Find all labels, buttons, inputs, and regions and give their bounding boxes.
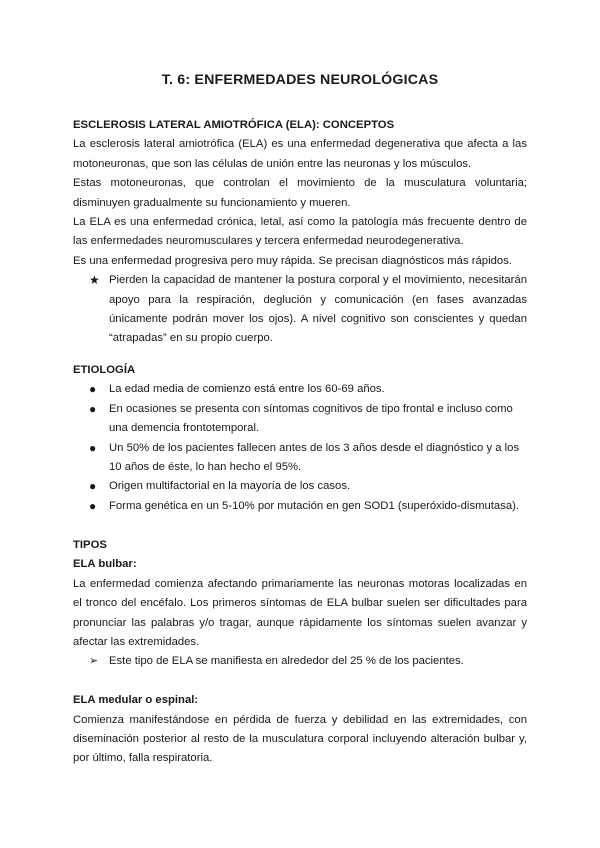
- section-heading: ETIOLOGÍA: [73, 364, 136, 376]
- list-item: [73, 439, 527, 478]
- star-list: [73, 271, 527, 349]
- bullet-icon: ●: [89, 401, 97, 416]
- bullet-icon: ●: [89, 440, 97, 455]
- spacer: [73, 672, 527, 691]
- arrow-list: [73, 652, 527, 671]
- section-ela-conceptos: [73, 116, 527, 349]
- list-item-text: Este tipo de ELA se manifiesta en alrededor del 25 % de los pacientes.: [109, 655, 464, 668]
- list-item: [73, 400, 527, 439]
- section-heading: TIPOS: [73, 539, 107, 551]
- list-item-text: Forma genética en un 5-10% por mutación en gen SOD1 (superóxido-dismutasa).: [109, 499, 520, 512]
- paragraph: Estas motoneuronas, que controlan el movimiento de la musculatura voluntaria; disminuyen gradualmente su funcionamiento y mueren.: [73, 177, 527, 209]
- subsection-heading: ELA bulbar:: [73, 558, 137, 571]
- list-item-text: Pierden la capacidad de mantener la postura corporal y el movimiento, necesitarán apoyo para la respiración, deglución y comunicación (en fases avanzadas únicamente podrán mover los ojos). A nivel cognitivo son conscientes y quedan “atrapadas” en su propio cuerpo.: [109, 274, 527, 345]
- section-heading: ESCLEROSIS LATERAL AMIOTRÓFICA (ELA): CONCEPTOS: [73, 119, 395, 131]
- list-item: [73, 497, 527, 516]
- bullet-list: [73, 380, 527, 516]
- list-item-text: Un 50% de los pacientes fallecen antes de los 3 años desde el diagnóstico y a los 10 años de éste, lo han hecho el 95%.: [109, 441, 520, 474]
- paragraph: La enfermedad comienza afectando primariamente las neuronas motoras localizadas en el tronco del encéfalo. Los primeros síntomas de ELA bulbar suelen ser dificultades para pronunciar las palabras y/o tragar, aunque rápidamente los síntomas suelen avanzar y afectar las extremidades.: [73, 577, 527, 649]
- list-item-text: En ocasiones se presenta con síntomas cognitivos de tipo frontal e incluso como una demencia frontotemporal.: [109, 402, 513, 435]
- paragraph: La ELA es una enfermedad crónica, letal, así como la patología más frecuente dentro de las enfermedades neuromusculares y tercera enfermedad neurodegenerativa.: [73, 216, 527, 248]
- star-bullet-icon: ★: [89, 273, 100, 288]
- bullet-icon: ●: [89, 479, 97, 494]
- list-item: [73, 652, 527, 671]
- subsection-heading: ELA medular o espinal:: [73, 694, 199, 707]
- list-item: [73, 380, 527, 399]
- paragraph: Es una enfermedad progresiva pero muy rápida. Se precisan diagnósticos más rápidos.: [73, 254, 512, 267]
- arrow-bullet-icon: ➢: [89, 655, 99, 668]
- list-item: [73, 271, 527, 349]
- list-item: [73, 477, 527, 496]
- section-etiologia: [73, 361, 527, 516]
- bullet-icon: ●: [89, 498, 97, 513]
- page-title: T. 6: ENFERMEDADES NEUROLÓGICAS: [161, 72, 439, 88]
- paragraph: La esclerosis lateral amiotrófica (ELA) es una enfermedad degenerativa que afecta a las motoneuronas, que son las células de unión entre las neuronas y los músculos.: [73, 138, 527, 170]
- bullet-icon: ●: [89, 382, 97, 397]
- list-item-text: La edad media de comienzo está entre los 60-69 años.: [109, 383, 385, 396]
- section-tipos: [73, 536, 527, 769]
- paragraph: Comienza manifestándose en pérdida de fuerza y debilidad en las extremidades, con diseminación posterior al resto de la musculatura corporal incluyendo alteración bulbar y, por último, falla respiratoria.: [73, 713, 527, 765]
- list-item-text: Origen multifactorial en la mayoría de los casos.: [109, 480, 351, 493]
